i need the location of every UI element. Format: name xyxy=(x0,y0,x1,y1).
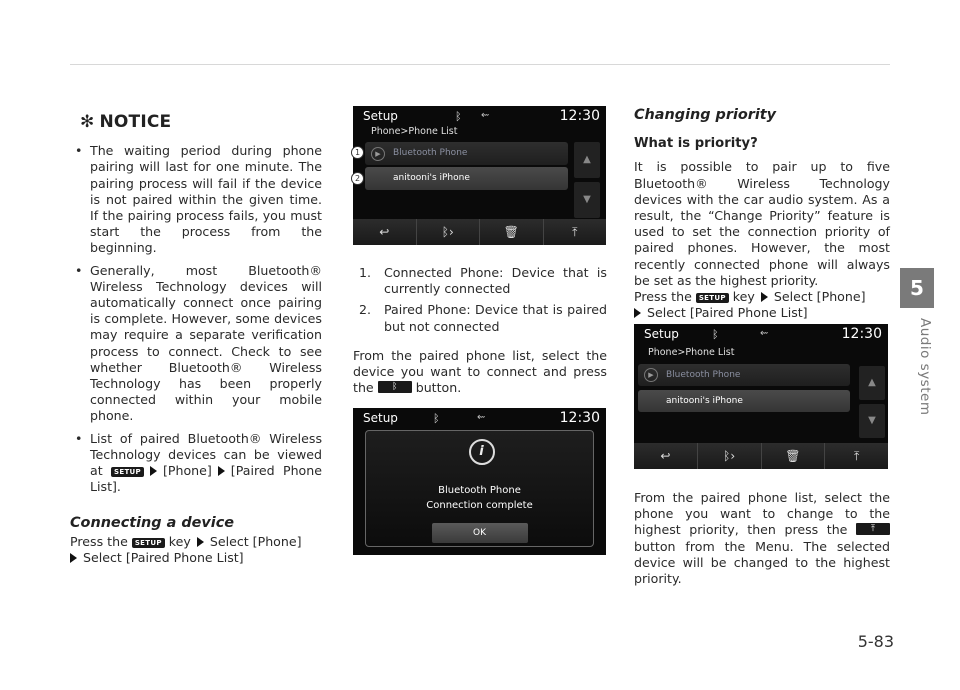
notice-bullet-2: • Generally, most Bluetooth® Wireless Technology devices will automatically connect once pairing is complete. However, some devices may require a separate verification process to connect. Check to see whether Bluetooth® Wireless Technology has been properly connected within your mobile phone. xyxy=(75,262,322,424)
triangle-up-icon: ▲ xyxy=(583,154,591,165)
screen-time: 12:30 xyxy=(559,410,600,426)
screen-title: Setup xyxy=(363,411,398,425)
screen-title: Setup xyxy=(644,327,679,341)
bluetooth-icon: ᛒ› xyxy=(441,225,454,239)
priority-button[interactable] xyxy=(825,443,888,469)
connecting-heading: Connecting a device xyxy=(70,515,234,532)
usb-icon: ⇜ xyxy=(481,110,490,121)
bluetooth-icon: ᛒ xyxy=(433,412,440,425)
popup-status: Connection complete xyxy=(426,500,533,511)
right-column xyxy=(634,107,890,321)
bluetooth-icon: ᛒ xyxy=(455,110,462,123)
play-icon: ▶ xyxy=(371,147,385,161)
priority-change-instruction-block xyxy=(634,490,890,587)
list-item-iphone[interactable]: anitooni's iPhone xyxy=(365,167,568,190)
bluetooth-connect-key-icon: ᛒ xyxy=(378,381,412,393)
arrow-right-icon xyxy=(70,553,77,563)
bullet-dot-icon: • xyxy=(75,143,83,159)
arrow-right-icon xyxy=(218,466,225,476)
priority-description: It is possible to pair up to five Bluetooth® Wireless Technology devices with the car audio system. As a result, the “Change Priority” feature is used to set the connection priority of paired phones. However, the most recently connected phone will always be set as the highest priority. xyxy=(634,159,890,288)
delete-button[interactable] xyxy=(480,219,544,245)
arrow-right-icon xyxy=(761,292,768,302)
priority-icon: ⤒ xyxy=(572,225,578,239)
notice-title: NOTICE xyxy=(99,112,172,132)
screen-header xyxy=(353,408,606,430)
arrow-right-icon xyxy=(150,466,157,476)
priority-change-instruction: From the paired phone list, select the phone you want to change to the highest priority, then press the ⤒ button from the Menu. The selected device will be changed to the highest priority. xyxy=(634,490,890,587)
chapter-title: Audio system xyxy=(917,318,933,416)
triangle-down-icon: ▼ xyxy=(868,415,876,426)
breadcrumb: Phone>Phone List xyxy=(371,126,458,137)
screen-time: 12:30 xyxy=(841,326,882,342)
list-item-bluetooth-phone[interactable]: ▶ Bluetooth Phone xyxy=(638,364,850,386)
screen-header xyxy=(634,324,888,346)
scroll-up-button[interactable] xyxy=(574,142,600,178)
connection-popup xyxy=(365,430,594,547)
priority-instructions: Press the SETUP key Select [Phone] Select [Paired Phone List] xyxy=(634,289,866,321)
bluetooth-connect-button[interactable] xyxy=(698,443,762,469)
callout-1: 1 xyxy=(351,146,364,159)
setup-key-icon: SETUP xyxy=(111,467,144,477)
notice-bullet-1: • The waiting period during phone pairing will last for one minute. The pairing process will fail if the device is not paired within the given time. If the pairing process fails, you must start the process from the beginning. xyxy=(75,143,322,256)
priority-button[interactable] xyxy=(544,219,607,245)
page-number: 5-83 xyxy=(857,632,894,651)
arrow-right-icon xyxy=(634,308,641,318)
bluetooth-connect-button[interactable] xyxy=(417,219,481,245)
ok-button[interactable]: OK xyxy=(432,523,528,543)
connecting-instructions: Press the SETUP key Select [Phone] Select [Paired Phone List] xyxy=(70,533,302,565)
list-item-iphone[interactable]: anitooni's iPhone xyxy=(638,390,850,412)
triangle-down-icon: ▼ xyxy=(583,194,591,205)
screen-time: 12:30 xyxy=(559,108,600,124)
legend-item-2: 2. Paired Phone: Device that is paired but not connected xyxy=(359,302,607,334)
callout-2: 2 xyxy=(351,172,364,185)
top-divider xyxy=(70,64,890,65)
bluetooth-icon: ᛒ xyxy=(712,328,719,341)
priority-icon: ⤒ xyxy=(853,449,860,463)
trash-icon: 🗑 xyxy=(503,225,519,239)
breadcrumb: Phone>Phone List xyxy=(648,347,735,358)
back-icon: ↩ xyxy=(660,449,671,463)
phone-list-screen xyxy=(353,106,606,245)
back-icon: ↩ xyxy=(379,225,390,239)
notice-heading xyxy=(80,114,322,130)
scroll-up-button[interactable] xyxy=(859,366,885,400)
screen-title: Setup xyxy=(363,109,398,123)
snowflake-star-icon: ✻ xyxy=(80,112,95,132)
connect-instruction: From the paired phone list, select the device you want to connect and press the ᛒ button. xyxy=(353,347,607,396)
priority-subheading: What is priority? xyxy=(634,136,758,152)
usb-icon: ⇜ xyxy=(760,328,769,339)
scroll-down-button[interactable] xyxy=(859,404,885,438)
arrow-right-icon xyxy=(197,537,204,547)
left-column xyxy=(70,114,322,566)
play-icon: ▶ xyxy=(644,368,658,382)
screen-toolbar xyxy=(634,443,888,469)
scroll-down-button[interactable] xyxy=(574,182,600,218)
priority-heading: Changing priority xyxy=(634,107,777,123)
setup-key-icon: SETUP xyxy=(696,293,729,303)
triangle-up-icon: ▲ xyxy=(868,377,876,388)
info-icon: i xyxy=(469,439,495,465)
middle-column xyxy=(353,265,607,396)
list-item-bluetooth-phone[interactable]: ▶ Bluetooth Phone xyxy=(365,142,568,165)
priority-key-icon: ⤒ xyxy=(856,523,890,535)
delete-button[interactable] xyxy=(762,443,826,469)
chapter-tab: 5 xyxy=(900,268,934,308)
trash-icon: 🗑 xyxy=(785,449,801,463)
back-button[interactable] xyxy=(353,219,417,245)
setup-key-icon: SETUP xyxy=(132,538,165,548)
bluetooth-icon: ᛒ› xyxy=(723,449,736,463)
popup-device: Bluetooth Phone xyxy=(438,485,521,496)
legend-list xyxy=(353,265,607,335)
screen-toolbar xyxy=(353,219,606,245)
legend-item-1: 1. Connected Phone: Device that is currently connected xyxy=(359,265,607,297)
bullet-dot-icon: • xyxy=(75,430,83,446)
usb-icon: ⇜ xyxy=(477,412,486,423)
priority-phone-list-screen xyxy=(634,324,888,469)
screen-header xyxy=(353,106,606,128)
bullet-dot-icon: • xyxy=(75,262,83,278)
back-button[interactable] xyxy=(634,443,698,469)
connection-complete-screen xyxy=(353,408,606,555)
notice-bullet-3: • List of paired Bluetooth® Wireless Technology devices can be viewed at SETUP [Phone] [Paired Phone List]. xyxy=(75,430,323,495)
